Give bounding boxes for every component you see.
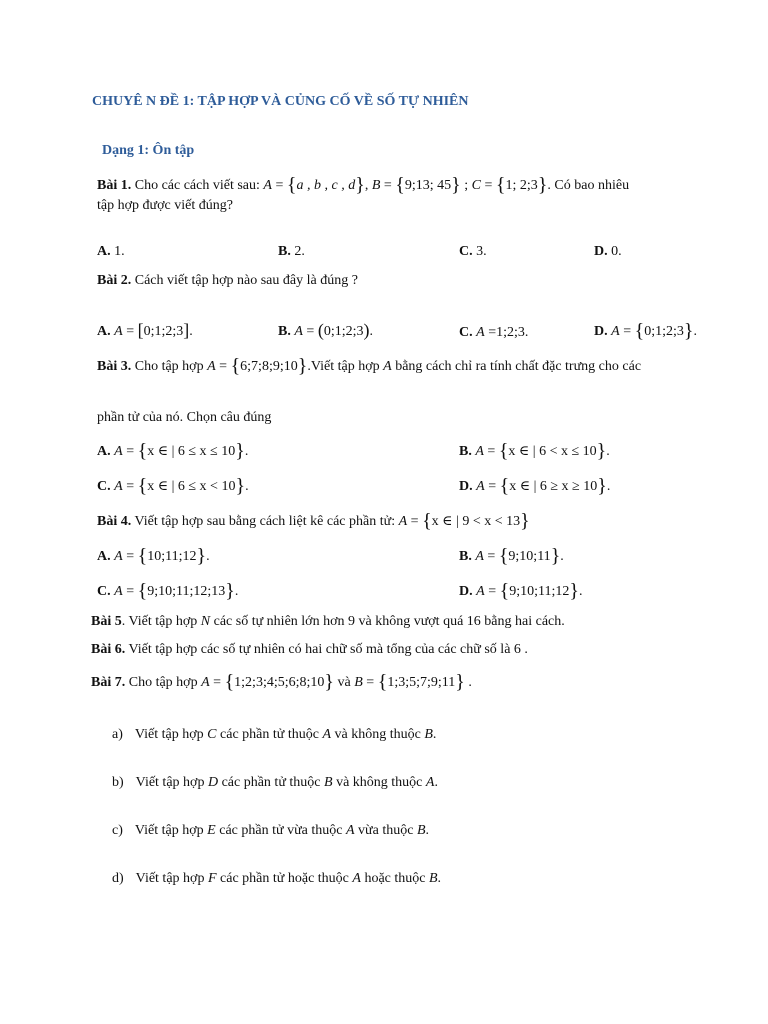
option-label: B. (278, 324, 291, 339)
option-text: 10;11;12 (147, 549, 197, 564)
option-label: B. (459, 549, 472, 564)
brace: } (455, 671, 465, 693)
exercise-5-line (91, 612, 565, 632)
text: hoặc thuộc (360, 871, 429, 886)
exercise-3-option-a: A. A = {x ∈ | 6 ≤ x ≤ 10}. (97, 440, 249, 462)
var: B (424, 727, 433, 742)
var: C (207, 727, 217, 742)
brace: } (324, 671, 335, 693)
item-marker: a) (112, 727, 123, 742)
brace: { (422, 510, 432, 532)
var: C (471, 178, 482, 193)
set-b-elements: 9;13; 45 (404, 178, 452, 193)
exercise-6-line (91, 640, 528, 660)
exercise-4-line: Bài 4. Viết tập hợp sau bằng cách liệt kê các phần tử: A = {x ∈ | 9 < x < 13} (97, 510, 530, 532)
option-text: x ∈ | 6 < x ≤ 10 (508, 444, 597, 459)
brace: { (137, 545, 148, 567)
brace: { (499, 475, 510, 497)
var: B (324, 775, 333, 790)
brace: { (495, 174, 506, 196)
text: . (434, 775, 438, 790)
var: A (114, 584, 123, 599)
var: A (476, 584, 485, 599)
exercise-3-option-d: D. A = {x ∈ | 6 ≥ x ≥ 10}. (459, 475, 611, 497)
exercise-4-option-b: B. A = {9;10;11}. (459, 545, 564, 567)
text: bằng cách chỉ ra tính chất đặc trưng cho các (391, 359, 642, 374)
set-b-elements: 1;3;5;7;9;11 (387, 675, 456, 690)
exercise-3-line-1: Bài 3. Cho tập hợp A = {6;7;8;9;10}.Viết tập hợp A bằng cách chỉ ra tính chất đặc trưng cho các (97, 355, 642, 377)
brace: } (537, 174, 548, 196)
set-elements: 6;7;8;9;10 (240, 359, 298, 374)
var: B (354, 675, 363, 690)
var: A (201, 675, 210, 690)
item-marker: d) (112, 871, 124, 886)
text: . Viết tập hợp (121, 614, 201, 629)
text: Cho các cách viết sau: (131, 178, 264, 193)
set-a-elements: 1;2;3;4;5;6;8;10 (234, 675, 325, 690)
var: A (322, 727, 332, 742)
brace: { (230, 355, 241, 377)
exercise-7-item (112, 821, 429, 841)
exercise-7-item (112, 725, 436, 745)
exercise-3-label: Bài 3. (97, 359, 132, 374)
option-label: B. (459, 444, 472, 459)
option-label: D. (459, 479, 473, 494)
brace: } (569, 580, 579, 602)
exercise-7-item (112, 869, 441, 889)
option-text: x ∈ | 6 ≥ x ≥ 10 (509, 479, 598, 494)
text: Viết tập hợp (135, 775, 208, 790)
brace: { (377, 671, 388, 693)
brace: { (634, 320, 645, 342)
option-label: D. (594, 324, 608, 339)
option-label: A. (97, 244, 111, 259)
exercise-3-line-2: phần tử của nó. Chọn câu đúng (97, 410, 272, 425)
var: B (428, 871, 438, 886)
text: các phần tử vừa thuộc (215, 823, 346, 838)
option-label: C. (97, 479, 111, 494)
paren: ( (317, 320, 324, 340)
exercise-2-option-b: B. A = (0;1;2;3). (278, 320, 373, 340)
text: và (334, 675, 355, 690)
brace: { (137, 580, 148, 602)
text: Viết tập hợp sau bằng cách liệt kê các phần tử: (131, 514, 399, 529)
option-text: 9;10;11;12 (509, 584, 570, 599)
exercise-3-option-c: C. A = {x ∈ | 6 ≤ x < 10}. (97, 475, 249, 497)
option-label: D. (594, 244, 608, 259)
text: và không thuộc (331, 727, 425, 742)
set-a-elements: a , b , c , d (296, 178, 356, 193)
var: N (200, 614, 211, 629)
option-text: 0. (607, 244, 622, 259)
text: . Có bao nhiêu (547, 178, 630, 193)
bracket: [ (137, 320, 144, 340)
brace: { (137, 475, 148, 497)
text: Viết tập hợp (134, 823, 208, 838)
option-text: =1;2;3. (484, 325, 529, 340)
text: Cho tập hợp (125, 675, 202, 690)
option-text: 9;10;11;12;13 (147, 584, 226, 599)
exercise-1-option-b (278, 242, 305, 262)
exercise-7-line: Bài 7. Cho tập hợp A = {1;2;3;4;5;6;8;10} và B = {1;3;5;7;9;11} . (91, 671, 472, 693)
item-marker: c) (112, 823, 123, 838)
exercise-4-option-d: D. A = {9;10;11;12}. (459, 580, 583, 602)
option-text: 9;10;11 (508, 549, 551, 564)
option-label: C. (97, 584, 111, 599)
text: Viết tập hợp (135, 871, 208, 886)
exercise-1-label: Bài 1. (97, 178, 132, 193)
var: B (416, 823, 426, 838)
exercise-5-label: Bài 5 (91, 614, 122, 629)
brace: } (235, 440, 245, 462)
exercise-1-option-d (594, 242, 622, 262)
text: các phần tử thuộc (218, 775, 325, 790)
var: A (383, 359, 392, 374)
brace: } (297, 355, 308, 377)
option-label: A. (97, 549, 111, 564)
paren: ) (363, 320, 370, 340)
option-label: C. (459, 244, 473, 259)
text: các phần tử thuộc (216, 727, 323, 742)
var: A (476, 325, 485, 340)
document-title: CHUYÊ N ĐỀ 1: TẬP HỢP VÀ CỦNG CỐ VỀ SỐ TỰ NHIÊN (92, 94, 469, 109)
exercise-4-option-c: C. A = {9;10;11;12;13}. (97, 580, 239, 602)
var: A (352, 871, 361, 886)
var: A (114, 549, 123, 564)
option-label: B. (278, 244, 291, 259)
brace: } (355, 174, 365, 196)
var: B (371, 178, 381, 193)
text: các phần tử hoặc thuộc (216, 871, 353, 886)
brace: { (499, 580, 510, 602)
brace: { (498, 545, 509, 567)
option-label: A. (97, 444, 111, 459)
brace: } (196, 545, 207, 567)
var: F (207, 871, 217, 886)
exercise-6-label: Bài 6. (91, 642, 126, 657)
brace: { (286, 174, 297, 196)
var: A (475, 549, 484, 564)
exercise-7-item (112, 773, 438, 793)
option-label: C. (459, 325, 473, 340)
exercise-1-option-c (459, 242, 487, 262)
option-text: 2. (290, 244, 305, 259)
exercise-2-label: Bài 2. (97, 273, 132, 288)
bracket: ] (183, 320, 190, 340)
section-subtitle: Dạng 1: Ôn tập (102, 143, 195, 158)
text: Viết tập hợp (134, 727, 208, 742)
var: D (207, 775, 219, 790)
text: và không thuộc (332, 775, 426, 790)
brace: { (498, 440, 509, 462)
exercise-4-option-a: A. A = {10;11;12}. (97, 545, 210, 567)
brace: } (520, 510, 530, 532)
text: . (432, 727, 437, 742)
exercise-7-label: Bài 7. (91, 675, 126, 690)
option-label: D. (459, 584, 473, 599)
brace: } (235, 475, 246, 497)
exercise-2-option-c (459, 323, 528, 343)
text: vừa thuộc (354, 823, 417, 838)
brace: { (395, 174, 405, 196)
exercise-2-option-d: D. A = {0;1;2;3}. (594, 320, 697, 342)
var: A (114, 479, 123, 494)
text: . (425, 823, 430, 838)
option-text: x ∈ | 6 ≤ x ≤ 10 (147, 444, 236, 459)
text: Cho tập hợp (131, 359, 208, 374)
var: A (345, 823, 355, 838)
text: .Viết tập hợp (307, 359, 384, 374)
exercise-1-option-a (97, 242, 125, 262)
exercise-1-line-1: Bài 1. Cho các cách viết sau: A = {a , b , c , d}, B = {9;13; 45} ; C = {1; 2;3}. Có bao nhiêu (97, 174, 630, 196)
exercise-4-label: Bài 4. (97, 514, 132, 529)
exercise-2-option-a: A. A = [0;1;2;3]. (97, 320, 193, 340)
brace: { (137, 440, 148, 462)
var: A (114, 324, 123, 339)
brace: } (451, 174, 461, 196)
text: . (437, 871, 442, 886)
option-label: A. (97, 324, 111, 339)
exercise-3-option-b: B. A = {x ∈ | 6 < x ≤ 10}. (459, 440, 610, 462)
option-text: 0;1;2;3 (644, 324, 684, 339)
var: A (476, 479, 485, 494)
brace: } (225, 580, 235, 602)
var: A (425, 775, 435, 790)
var: A (475, 444, 484, 459)
option-text: 3. (472, 244, 487, 259)
text: Cách viết tập hợp nào sau đây là đúng ? (131, 273, 358, 288)
option-text: 0;1;2;3 (323, 324, 364, 339)
set-elements: x ∈ | 9 < x < 13 (431, 514, 521, 529)
option-text: 0;1;2;3 (143, 324, 184, 339)
option-text: x ∈ | 6 ≤ x < 10 (147, 479, 236, 494)
exercise-1-line-2: tập hợp được viết đúng? (97, 198, 233, 213)
brace: } (550, 545, 561, 567)
brace: { (224, 671, 235, 693)
text: Viết tập hợp các số tự nhiên có hai chữ số mà tổng của các chữ số là 6 . (125, 642, 528, 657)
brace: } (596, 440, 607, 462)
brace: } (683, 320, 694, 342)
var: A (294, 324, 303, 339)
option-text: 1. (110, 244, 125, 259)
var: A (114, 444, 123, 459)
set-c-elements: 1; 2;3 (505, 178, 538, 193)
exercise-2-line (97, 271, 358, 291)
var: A (611, 324, 620, 339)
var: A (207, 359, 216, 374)
text: các số tự nhiên lớn hơn 9 và không vượt quá 16 bằng hai cách. (210, 614, 565, 629)
var: A (398, 514, 408, 529)
item-marker: b) (112, 775, 124, 790)
brace: } (597, 475, 607, 497)
var: A (263, 178, 272, 193)
var: E (207, 823, 216, 838)
